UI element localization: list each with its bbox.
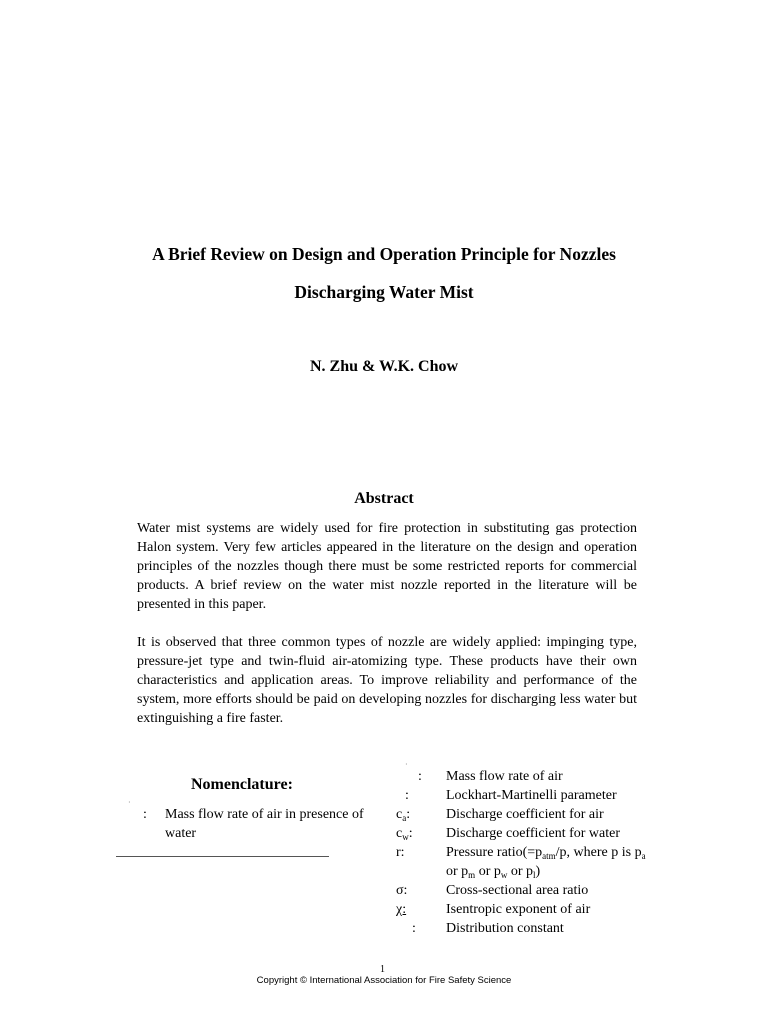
abstract-paragraph-1: Water mist systems are widely used for fire protection in substituting gas protection Halon system. Very few articles appeared in the literature on the design and operation principles of the nozzles though there must be some restricted reports for commercial products. A brief review on the water mist nozzle reported in the literature will be presented in this paper. (137, 521, 637, 612)
nom-row-8-definition: Distribution constant (446, 921, 564, 936)
nom-row-4-symbol: $c_w$: (396, 826, 413, 842)
nom-row-5-symbol: r: (396, 845, 405, 860)
nomenclature-left-definition-line-1: Mass flow rate of air in presence of (165, 807, 364, 822)
page-number: 1 (380, 964, 385, 975)
nom-row-5-definition: Pressure $ratio(=p_{atm}/p$, where p is $p_a$ or $p_m$ or $p_w$ or $p_l$) (446, 845, 646, 880)
nomenclature-left-definition (165, 805, 380, 843)
symbol-mark: · (128, 798, 131, 807)
nom-row-7-symbol: χ: (396, 902, 407, 917)
nom-row-1-symbol: : (418, 769, 422, 784)
nom-row-1-definition: Mass flow rate of air (446, 769, 563, 784)
nomenclature-left-definition-line-2: water (165, 826, 197, 841)
authors: N. Zhu & W.K. Chow (309, 358, 459, 375)
symbol-mark: · (405, 760, 408, 769)
nom-row-3-symbol: $c_a$: (396, 807, 411, 823)
nomenclature-left-symbol: : (143, 807, 147, 822)
nom-row-2-symbol: : (405, 788, 409, 803)
nomenclature-heading: Nomenclature: (191, 776, 293, 793)
nom-row-8-symbol: : (412, 921, 416, 936)
nomenclature-divider (116, 856, 329, 857)
nom-row-3-definition: Discharge coefficient for air (446, 807, 604, 822)
nom-row-6-symbol: σ: (396, 883, 408, 898)
nom-row-6-definition: Cross-sectional area ratio (446, 883, 589, 898)
nom-row-2-definition: Lockhart-Martinelli parameter (446, 788, 617, 803)
nom-row-4-definition: Discharge coefficient for water (446, 826, 621, 841)
paper-title-line-1: A Brief Review on Design and Operation Principle for Nozzles (152, 244, 616, 264)
abstract-heading: Abstract (354, 490, 414, 507)
paper-title-line-2: Discharging Water Mist (294, 282, 474, 302)
copyright-notice: Copyright © International Association for Fire Safety Science (256, 975, 512, 986)
nom-row-7-definition: Isentropic exponent of air (446, 902, 591, 917)
abstract-paragraph-2: It is observed that three common types of nozzle are widely applied: impinging type, pressure-jet type and twin-fluid air-atomizing type. These products have their own characteristics and application areas. To improve reliability and performance of the system, more efforts should be paid on developing nozzles for discharging less water but extinguishing a fire faster. (137, 635, 637, 726)
